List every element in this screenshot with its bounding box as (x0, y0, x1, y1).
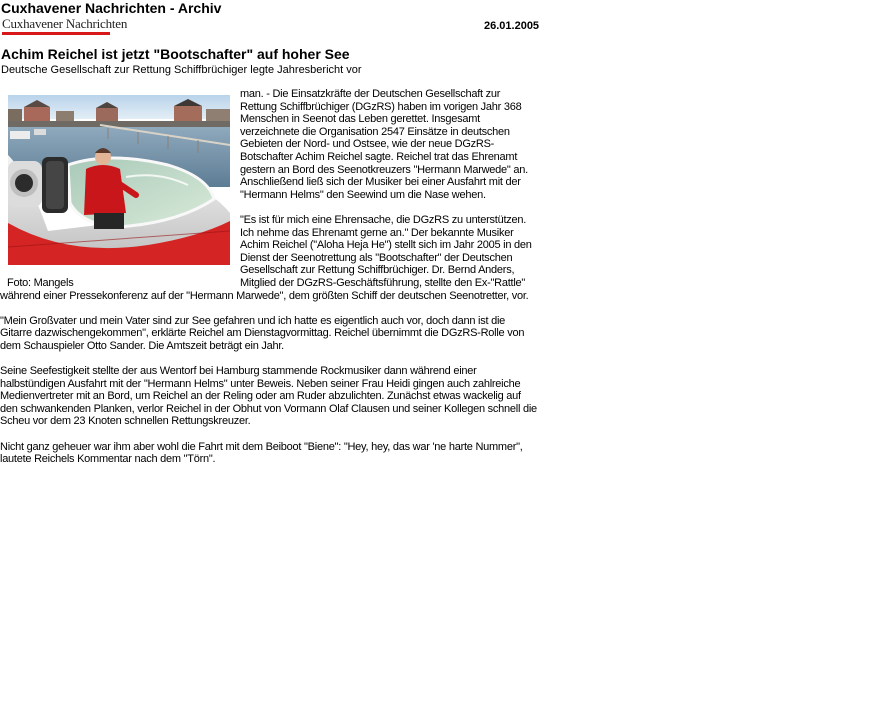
article-body (0, 88, 537, 478)
archive-title: Cuxhavener Nachrichten - Archiv (1, 0, 222, 16)
article-subheadline: Deutsche Gesellschaft zur Rettung Schiffbrüchiger legte Jahresbericht vor (1, 64, 362, 76)
article-headline: Achim Reichel ist jetzt "Bootschafter" auf hoher See (1, 46, 350, 62)
article-photo (8, 95, 230, 265)
article-paragraph: "Es ist für mich eine Ehrensache, die DGzRS zu unterstützen. Ich nehme das Ehrenamt gerne an." Der bekannte Musiker Achim Reichel ("Aloha Heja He") stellt sich im Jahr 2005 in den Dienst der Seenotrettung als "Bootschafter" der Deutschen Gesellschaft zur Rettung Schiffbrüchiger. Dr. Bernd Anders, Mitglied der DGzRS-Geschäftsführung, stellte den Ex-"Rattle" während einer Pressekonferenz auf der "Hermann Marwede", dem größten Schiff der deutschen Seenotretter, vor. (0, 213, 532, 302)
logo-wordmark: Cuxhavener Nachrichten (2, 16, 128, 31)
publication-date: 26.01.2005 (484, 20, 540, 32)
article-paragraph: Nicht ganz geheuer war ihm aber wohl die Fahrt mit dem Beiboot "Biene": "Hey, hey, das war 'ne harte Nummer", lautete Reichels Kommentar nach dem "Törn". (0, 440, 523, 466)
photo-block (0, 88, 240, 288)
article-paragraph: "Mein Großvater und mein Vater sind zur See gefahren und ich hatte es eigentlich auch vor, doch dann ist die Gitarre dazwischengekommen", erklärte Reichel am Dienstagvormittag. Reichel übernimmt die DGzRS-Rolle von dem Schauspieler Otto Sander. Die Amtszeit beträgt ein Jahr. (0, 314, 525, 352)
article-paragraph: man. - Die Einsatzkräfte der Deutschen Gesellschaft zur Rettung Schiffbrüchiger (DGzRS) haben im vorigen Jahr 368 Menschen in Seenot das Leben gerettet. Insgesamt verzeichnete die Organisation 2547 Einsätze in deutschen Gebieten der Nord- und Ostsee, wie der neue DGzRS-Botschafter Achim Reichel sagte. Reichel trat das Ehrenamt gestern an Bord des Seenotkreuzers "Hermann Marwede" an. Anschließend ließ sich der Musiker bei einer Ausfahrt mit der "Hermann Helms" den Seewind um die Nase wehen. (240, 88, 528, 201)
newspaper-logo (2, 16, 128, 35)
photo-caption: Foto: Mangels (7, 277, 74, 289)
article-paragraph: Seine Seefestigkeit stellte der aus Wentorf bei Hamburg stammende Rockmusiker dann während einer halbstündigen Ausfahrt mit der "Hermann Helms" unter Beweis. Neben seiner Frau Heidi gingen auch zahlreiche Medienvertreter mit an Bord, um Reichel an der Reling oder am Ruder abzulichten. Zunächst etwas wackelig auf den schwankenden Planken, verlor Reichel in der Obhut von Vormann Olaf Clausen und seiner Kollegen schnell die Scheu vor dem 23 Knoten schnellen Rettungskreuzer. (0, 365, 537, 428)
logo-underline (2, 32, 110, 35)
